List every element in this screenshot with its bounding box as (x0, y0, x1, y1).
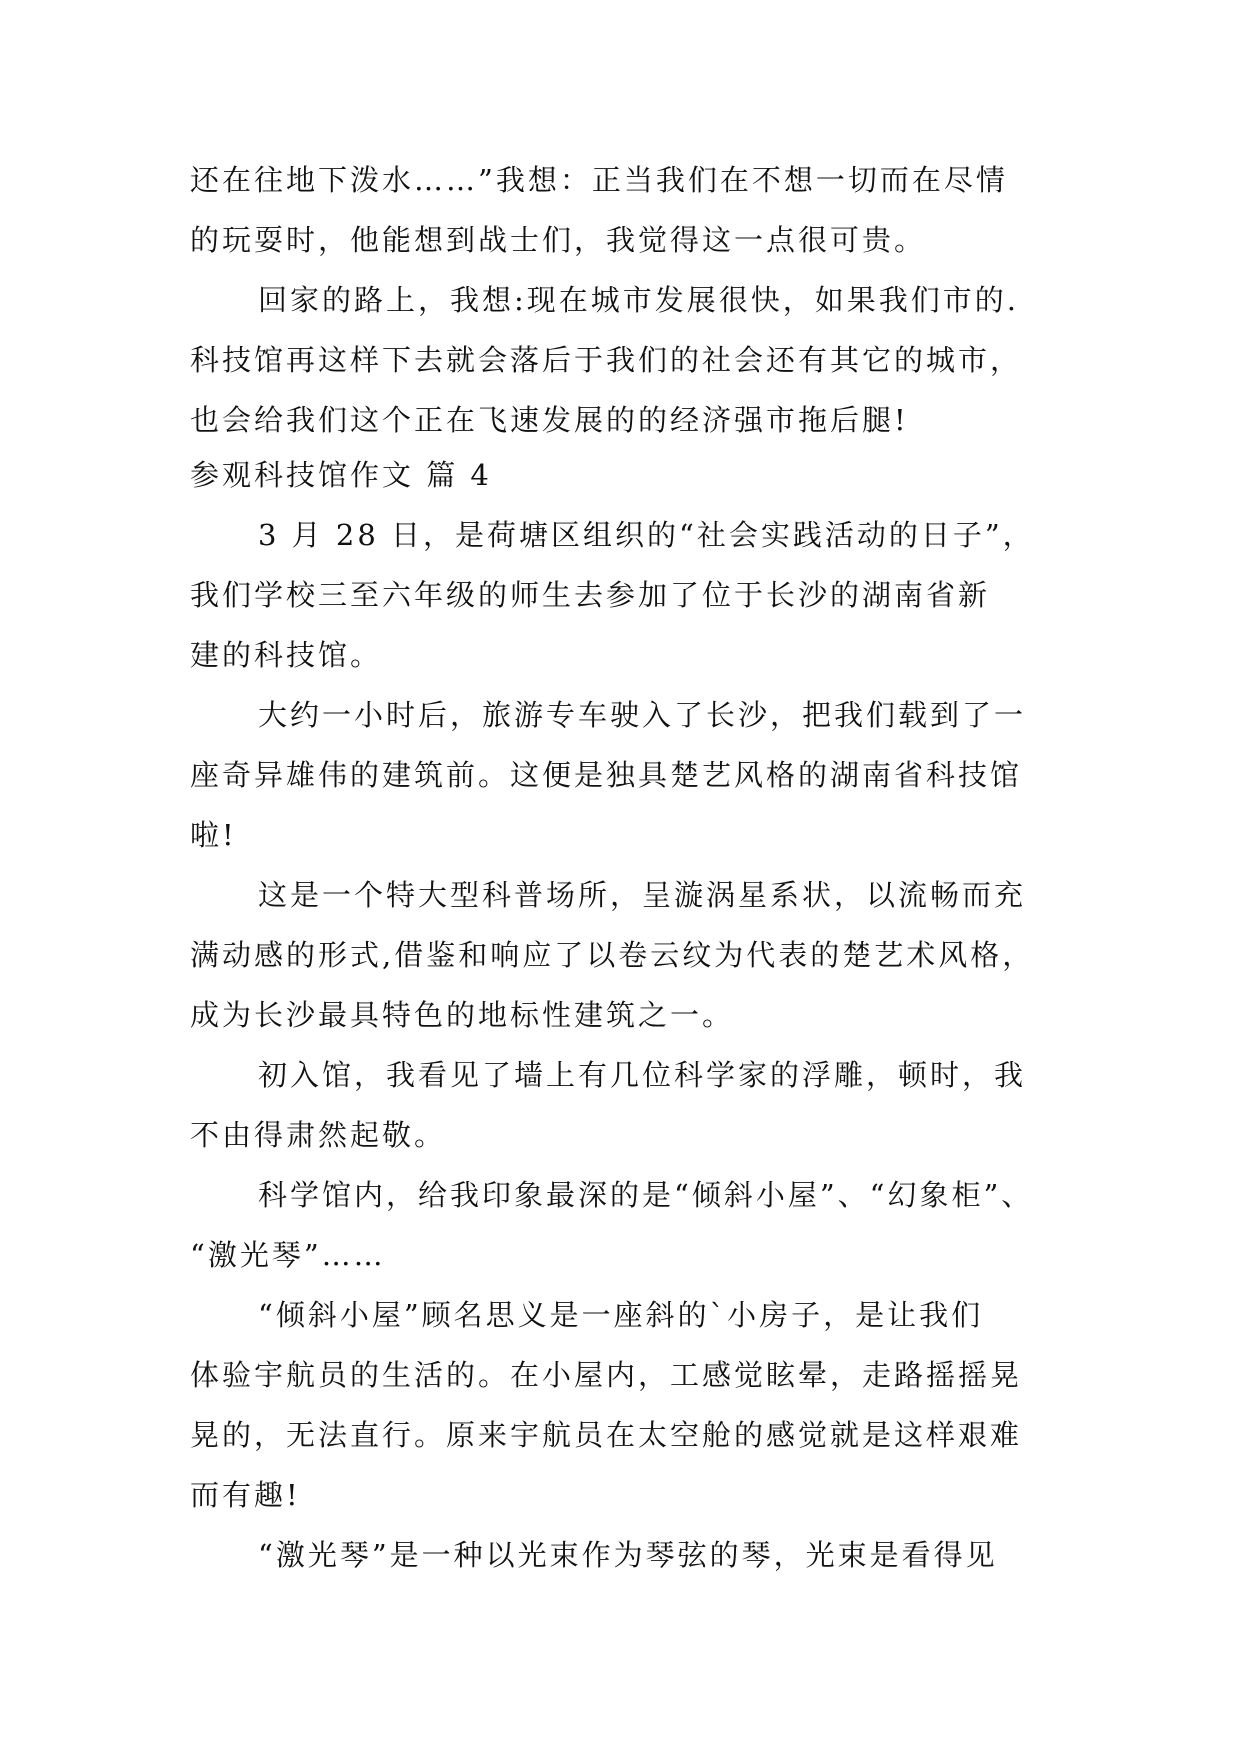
text-line: 啦! (190, 818, 237, 852)
paragraph-first-line: 科学馆内，给我印象最深的是“倾斜小屋”、“幻象柜”、 (258, 1178, 1034, 1212)
text-line: 建的科技馆。 (190, 638, 383, 672)
text-line: 还在往地下泼水……”我想：正当我们在不想一切而在尽情 (190, 163, 1008, 197)
text-line: 也会给我们这个正在飞速发展的的经济强市拖后腿! (190, 403, 909, 437)
paragraph-first-line: 初入馆，我看见了墙上有几位科学家的浮雕，顿时，我 (258, 1058, 1027, 1092)
text-line: 成为长沙最具特色的地标性建筑之一。 (190, 998, 735, 1032)
text-line: 满动感的形式,借鉴和响应了以卷云纹为代表的楚艺术风格， (190, 938, 1035, 972)
text-line: 而有趣! (190, 1478, 301, 1512)
text-line: 体验宇航员的生活的。在小屋内，工感觉眩晕，走路摇摇晃 (190, 1358, 1023, 1392)
paragraph-first-line: “倾斜小屋”顾名思义是一座斜的`小房子，是让我们 (258, 1298, 984, 1332)
text-line: 座奇异雄伟的建筑前。这便是独具楚艺风格的湖南省科技馆 (190, 758, 1023, 792)
text-line: 我们学校三至六年级的师生去参加了位于长沙的湖南省新 (190, 578, 991, 612)
text-line: 不由得肃然起敬。 (190, 1118, 447, 1152)
paragraph-first-line: 大约一小时后，旅游专车驶入了长沙，把我们载到了一 (258, 698, 1027, 732)
text-line: 的玩耍时，他能想到战士们，我觉得这一点很可贵。 (190, 223, 927, 257)
text-line: “激光琴”…… (190, 1238, 386, 1272)
text-line: 科技馆再这样下去就会落后于我们的社会还有其它的城市， (190, 343, 1023, 377)
paragraph-first-line: 回家的路上，我想:现在城市发展很快，如果我们市的. (258, 283, 1019, 317)
paragraph-first-line: 这是一个特大型科普场所，呈漩涡星系状，以流畅而充 (258, 878, 1027, 912)
text-line: 晃的，无法直行。原来宇航员在太空舱的感觉就是这样艰难 (190, 1418, 1023, 1452)
paragraph-first-line: “激光琴”是一种以光束作为琴弦的琴，光束是看得见 (258, 1538, 998, 1572)
section-heading: 参观科技馆作文 篇 4 (190, 458, 492, 492)
paragraph-first-line: 3 月 28 日，是荷塘区组织的“社会实践活动的日子”， (258, 518, 1035, 552)
